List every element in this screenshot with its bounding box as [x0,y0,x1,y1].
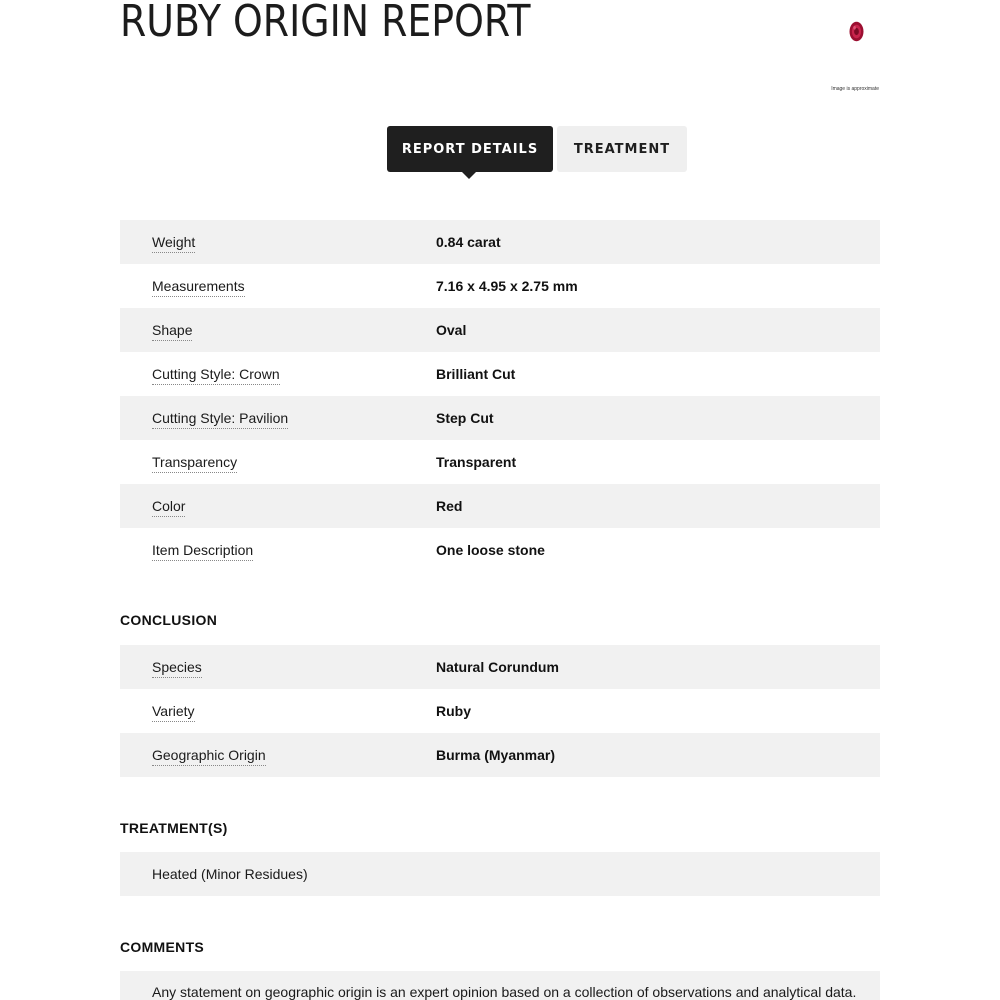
page-title: RUBY ORIGIN REPORT [120,0,531,47]
detail-label[interactable]: Color [152,498,185,517]
detail-row-cutting-pavilion [120,396,880,440]
ruby-gem-image[interactable] [849,21,864,42]
detail-value: 0.84 carat [436,234,501,250]
conclusion-value: Burma (Myanmar) [436,747,556,763]
detail-row-color [120,484,880,528]
detail-row-cutting-crown [120,352,880,396]
treatments-heading: TREATMENT(S) [120,820,228,836]
conclusion-value: Ruby [436,703,471,719]
conclusion-value: Natural Corundum [436,659,559,675]
treatment-text: Heated (Minor Residues) [152,866,308,882]
detail-row-measurements [120,264,880,308]
detail-value: Red [436,498,463,514]
conclusion-label[interactable]: Species [152,659,202,678]
detail-label[interactable]: Cutting Style: Pavilion [152,410,288,429]
detail-row-item-description [120,528,880,572]
conclusion-heading: CONCLUSION [120,612,218,628]
detail-value: Step Cut [436,410,494,426]
detail-row-transparency [120,440,880,484]
conclusion-label[interactable]: Variety [152,703,195,722]
detail-value: 7.16 x 4.95 x 2.75 mm [436,278,578,294]
tab-treatment[interactable]: TREATMENT [557,126,687,172]
detail-label[interactable]: Shape [152,322,192,341]
detail-value: Transparent [436,454,517,470]
treatments-block [120,852,880,896]
detail-label[interactable]: Item Description [152,542,253,561]
conclusion-row-geographic-origin [120,733,880,777]
comment-text: Any statement on geographic origin is an expert opinion based on a collection of observations and analytical data. [152,984,857,1000]
oval-ruby-gem-icon [849,21,864,42]
detail-label[interactable]: Cutting Style: Crown [152,366,280,385]
conclusion-row-variety [120,689,880,733]
detail-row-shape [120,308,880,352]
comments-block [120,971,880,1000]
conclusion-row-species [120,645,880,689]
detail-label[interactable]: Weight [152,234,195,253]
detail-value: Oval [436,322,467,338]
detail-value: One loose stone [436,542,545,558]
report-tabs [387,126,687,172]
tab-report-details[interactable]: REPORT DETAILS [387,126,553,172]
detail-label[interactable]: Transparency [152,454,237,473]
conclusion-label[interactable]: Geographic Origin [152,747,266,766]
detail-value: Brilliant Cut [436,366,516,382]
report-details-table [120,220,880,572]
conclusion-table [120,645,880,777]
detail-label[interactable]: Measurements [152,278,245,297]
comments-heading: COMMENTS [120,939,205,955]
detail-row-weight [120,220,880,264]
image-caption: Image is approximate [831,86,879,92]
